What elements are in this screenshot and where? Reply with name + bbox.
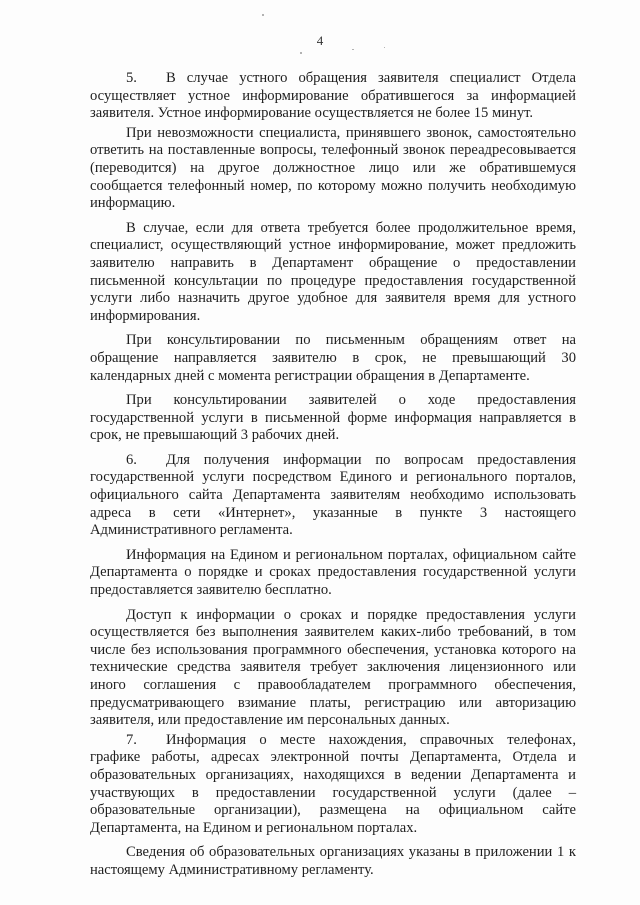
scan-speck — [262, 14, 264, 16]
paragraph-text: В случае устного обращения заявителя специалист Отдела осуществляет устное информирование обратившегося за информацией заявителя. Устное информирование осуществляется не более 15 минут. — [90, 70, 576, 122]
paragraph — [90, 220, 576, 326]
item-number: 7. — [126, 731, 137, 748]
scan-speck — [352, 49, 354, 50]
scan-speck — [300, 52, 302, 54]
paragraph-text: Доступ к информации о сроках и порядке предоставления услуги осуществляется без выполнения заявителем каких-либо требований, в том числе без использования программного обеспечения, установка которого на технические средства заявителя требует заключения лицензионного или иного соглашения с правообладателем программного обеспечения, предусматривающего взимание платы, регистрацию или авторизацию заявителя, или предоставление им персональных данных. — [90, 606, 576, 729]
paragraph — [90, 607, 576, 730]
paragraph-text: В случае, если для ответа требуется более продолжительное время, специалист, осуществляющий устное информирование, может предложить заявителю направить в Департамент обращение о предоставлении письменной консультации по процедуре предоставления государственной услуги либо назначить другое удобное для заявителя время для устного информирования. — [90, 219, 576, 324]
paragraph-text: При консультировании по письменным обращениям ответ на обращение направляется заявителю в срок, не превышающий 30 календарных дней с момента регистрации обращения в Департаменте. — [90, 332, 576, 384]
page-number: 4 — [316, 33, 324, 48]
document-body — [90, 70, 576, 882]
paragraph — [90, 392, 576, 445]
paragraph — [90, 332, 576, 385]
item-number: 5. — [126, 70, 137, 86]
paragraph-text: При консультировании заявителей о ходе предоставления государственной услуги в письменной форме информация направляется в срок, не превышающий 3 рабочих дней. — [90, 392, 576, 444]
paragraph-item-7 — [90, 732, 576, 838]
item-number: 6. — [126, 451, 137, 468]
paragraph-text: Сведения об образовательных организациях указаны в приложении 1 к настоящему Административному регламенту. — [90, 844, 576, 878]
paragraph — [90, 844, 576, 879]
paragraph-text: Информация на Едином и региональном порталах, официальном сайте Департамента о порядке и сроках предоставления государственной услуги предоставляется заявителю бесплатно. — [90, 546, 576, 599]
paragraph-text: Для получения информации по вопросам предоставления государственной услуги посредством Единого и регионального порталов, официального сайта Департамента заявителям необходимо использовать адреса в сети «Интернет», указанные в пункте 3 настоящего Административного регламента. — [90, 451, 576, 539]
paragraph-item-5 — [90, 70, 576, 123]
paragraph-text: Информация о месте нахождения, справочных телефонах, графике работы, адресах электронной почты Департамента, Отдела и образовательных организациях, находящихся в ведении Департамента и участвующих в предоставлении государственной услуги (далее – образовательные организации), размещена на официальном сайте Департамента, на Едином и региональном порталах. — [90, 731, 576, 836]
paragraph — [90, 125, 576, 213]
paragraph — [90, 547, 576, 600]
paragraph-item-6 — [90, 452, 576, 540]
paragraph-text: При невозможности специалиста, принявшего звонок, самостоятельно ответить на поставленные вопросы, телефонный звонок переадресовывается (переводится) на другое должностное лицо или же обратившемуся сообщается телефонный номер, по которому можно получить необходимую информацию. — [90, 124, 576, 212]
